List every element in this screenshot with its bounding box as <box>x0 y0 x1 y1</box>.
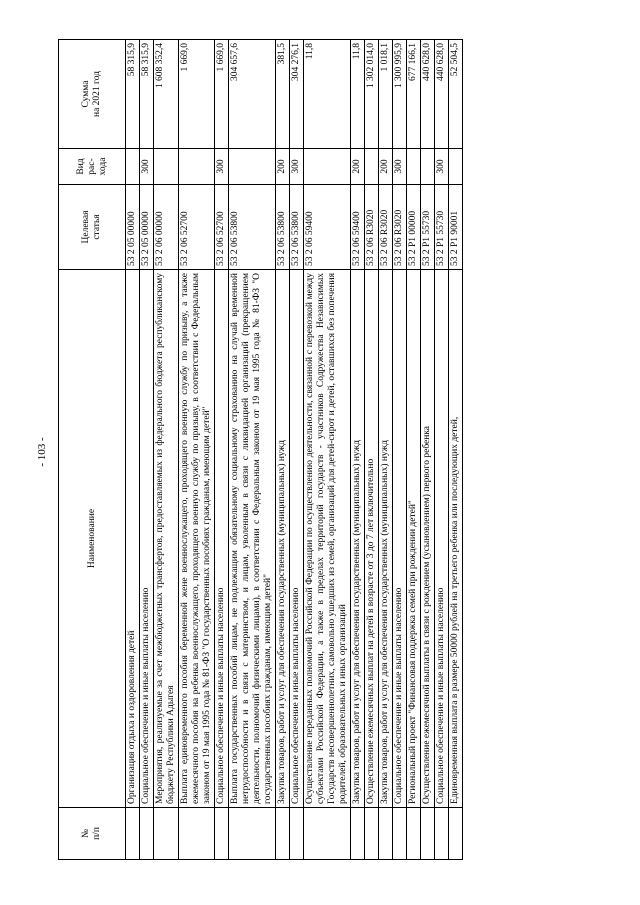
table-row <box>351 40 365 860</box>
row-sum: 304 657,6 <box>229 40 276 149</box>
row-sum: 52 504,5 <box>449 40 463 149</box>
row-num <box>229 808 276 860</box>
row-sum: 677 166,1 <box>407 40 421 149</box>
header-vr <box>59 149 126 185</box>
table-row <box>126 40 140 860</box>
row-sum: 11,8 <box>304 40 351 149</box>
row-code: 53 2 06 52700 <box>179 185 215 270</box>
row-vr <box>449 149 463 185</box>
row-vr: 200 <box>351 149 365 185</box>
row-sum: 11,8 <box>351 40 365 149</box>
row-vr <box>154 149 179 185</box>
page-number: - 103 - <box>36 437 48 467</box>
row-name: Мероприятия, реализуемые за счет межбюджетных трансфертов, предоставляемых из федерального бюджета республиканскому бюджету Республики Адыгея <box>154 270 179 808</box>
header-row <box>59 40 126 860</box>
row-name: Социальное обеспечение и иные выплаты населению <box>393 270 407 808</box>
row-code: 53 2 06 R3020 <box>393 185 407 270</box>
row-sum: 440 628,0 <box>421 40 435 149</box>
table-row <box>421 40 435 860</box>
row-vr <box>179 149 215 185</box>
row-name: Выплата единовременного пособия беременной жене военнослужащего, проходящего военную службу по призыву, а также ежемесячного пособия на ребенка военнослужащего, проходящего военную службу по призыву, в соответствии с Федеральным законом от 19 мая 1995 года № 81-ФЗ "О государственных пособиях гражданам, имеющим детей" <box>179 270 215 808</box>
table-row <box>393 40 407 860</box>
row-vr: 300 <box>290 149 304 185</box>
table-row <box>407 40 421 860</box>
table-row <box>179 40 215 860</box>
row-code: 53 2 06 00000 <box>154 185 179 270</box>
table-row <box>435 40 449 860</box>
row-sum: 1 302 014,0 <box>365 40 379 149</box>
header-name <box>59 270 126 808</box>
header-code-text: Целевая статья <box>81 210 102 244</box>
row-vr <box>304 149 351 185</box>
row-vr: 200 <box>379 149 393 185</box>
row-num <box>435 808 449 860</box>
row-num <box>215 808 229 860</box>
row-sum: 440 628,0 <box>435 40 449 149</box>
row-code: 53 2 05 00000 <box>140 185 154 270</box>
table-row <box>365 40 379 860</box>
row-name: Осуществление переданных полномочий Российской Федерации по осуществлению деятельности, связанной с перевозкой между субъектами Российской Федерации, а также в пределах территорий государств - участников Содружества Независимых Государств несовершеннолетних, самовольно ушедших из семей, организаций для детей-сирот и детей, оставшихся без попечения родителей, образовательных и иных организаций <box>304 270 351 808</box>
row-code: 53 2 06 53800 <box>229 185 276 270</box>
row-code: 53 2 06 52700 <box>215 185 229 270</box>
row-code: 53 2 06 59400 <box>351 185 365 270</box>
row-num <box>276 808 290 860</box>
header-name-text: Наименование <box>86 508 97 569</box>
row-num <box>449 808 463 860</box>
row-num <box>393 808 407 860</box>
table-row <box>229 40 276 860</box>
table-row <box>276 40 290 860</box>
row-name: Выплата государственных пособий лицам, не подлежащим обязательному социальному страхованию на случай временной нетрудоспособности и в связи с материнством, и лицам, уволенным в связи с ликвидацией организаций (прекращением деятельности, полномочий физическими лицами), в соответствии с Федеральным законом от 19 мая 1995 года № 81-ФЗ "О государственных пособиях гражданам, имеющим детей" <box>229 270 276 808</box>
row-code: 53 2 P1 90001 <box>449 185 463 270</box>
row-name: Закупка товаров, работ и услуг для обеспечения государственных (муниципальных) нужд <box>276 270 290 808</box>
row-vr: 200 <box>276 149 290 185</box>
row-sum: 1 300 995,9 <box>393 40 407 149</box>
row-sum: 1 018,1 <box>379 40 393 149</box>
row-name: Социальное обеспечение и иные выплаты населению <box>140 270 154 808</box>
rotated-table-container <box>58 40 575 860</box>
table-row <box>379 40 393 860</box>
row-num <box>126 808 140 860</box>
header-sum-text: Сумма на 2021 год <box>81 70 102 118</box>
row-num <box>351 808 365 860</box>
table-row <box>215 40 229 860</box>
row-code: 53 2 P1 55730 <box>435 185 449 270</box>
table-row <box>140 40 154 860</box>
row-vr <box>365 149 379 185</box>
row-name: Социальное обеспечение и иные выплаты населению <box>290 270 304 808</box>
row-vr <box>229 149 276 185</box>
row-sum: 58 315,9 <box>126 40 140 149</box>
row-num <box>407 808 421 860</box>
row-name: Закупка товаров, работ и услуг для обеспечения государственных (муниципальных) нужд <box>379 270 393 808</box>
header-num <box>59 808 126 860</box>
table-row <box>449 40 463 860</box>
table-body <box>126 40 463 860</box>
row-sum: 1 669,0 <box>215 40 229 149</box>
row-num <box>379 808 393 860</box>
row-sum: 58 315,9 <box>140 40 154 149</box>
row-num <box>421 808 435 860</box>
row-name: Социальное обеспечение и иные выплаты населению <box>215 270 229 808</box>
row-code: 53 2 06 R3020 <box>365 185 379 270</box>
row-name: Социальное обеспечение и иные выплаты населению <box>435 270 449 808</box>
table-row <box>304 40 351 860</box>
row-vr: 300 <box>140 149 154 185</box>
header-sum <box>59 40 126 149</box>
row-num <box>179 808 215 860</box>
row-name: Единовременная выплата в размере 50000 рублей на третьего ребенка или последующих детей, <box>449 270 463 808</box>
row-name: Осуществление ежемесячной выплаты в связи с рождением (усыновлением) первого ребенка <box>421 270 435 808</box>
row-code: 53 2 P1 00000 <box>407 185 421 270</box>
row-name: Региональный проект "Финансовая поддержка семей при рождении детей" <box>407 270 421 808</box>
row-sum: 1 669,0 <box>179 40 215 149</box>
row-sum: 304 276,1 <box>290 40 304 149</box>
header-code <box>59 185 126 270</box>
table-row <box>154 40 179 860</box>
header-vr-text: Вид рас- хода <box>75 157 108 176</box>
row-code: 53 2 06 53800 <box>276 185 290 270</box>
row-sum: 381,5 <box>276 40 290 149</box>
budget-table <box>58 39 463 860</box>
row-vr <box>407 149 421 185</box>
row-sum: 1 608 352,4 <box>154 40 179 149</box>
row-vr <box>126 149 140 185</box>
row-num <box>154 808 179 860</box>
row-vr: 300 <box>215 149 229 185</box>
row-name: Закупка товаров, работ и услуг для обеспечения государственных (муниципальных) нужд <box>351 270 365 808</box>
row-vr: 300 <box>393 149 407 185</box>
header-num-text: № п/п <box>81 827 102 840</box>
row-code: 53 2 06 R3020 <box>379 185 393 270</box>
row-code: 53 2 05 00000 <box>126 185 140 270</box>
row-code: 53 2 06 59400 <box>304 185 351 270</box>
row-code: 53 2 P1 55730 <box>421 185 435 270</box>
row-num <box>290 808 304 860</box>
row-name: Организация отдыха и оздоровления детей <box>126 270 140 808</box>
row-vr <box>421 149 435 185</box>
row-num <box>304 808 351 860</box>
row-vr: 300 <box>435 149 449 185</box>
row-code: 53 2 06 53800 <box>290 185 304 270</box>
row-num <box>140 808 154 860</box>
table-row <box>290 40 304 860</box>
row-num <box>365 808 379 860</box>
row-name: Осуществление ежемесячных выплат на детей в возрасте от 3 до 7 лет включительно <box>365 270 379 808</box>
